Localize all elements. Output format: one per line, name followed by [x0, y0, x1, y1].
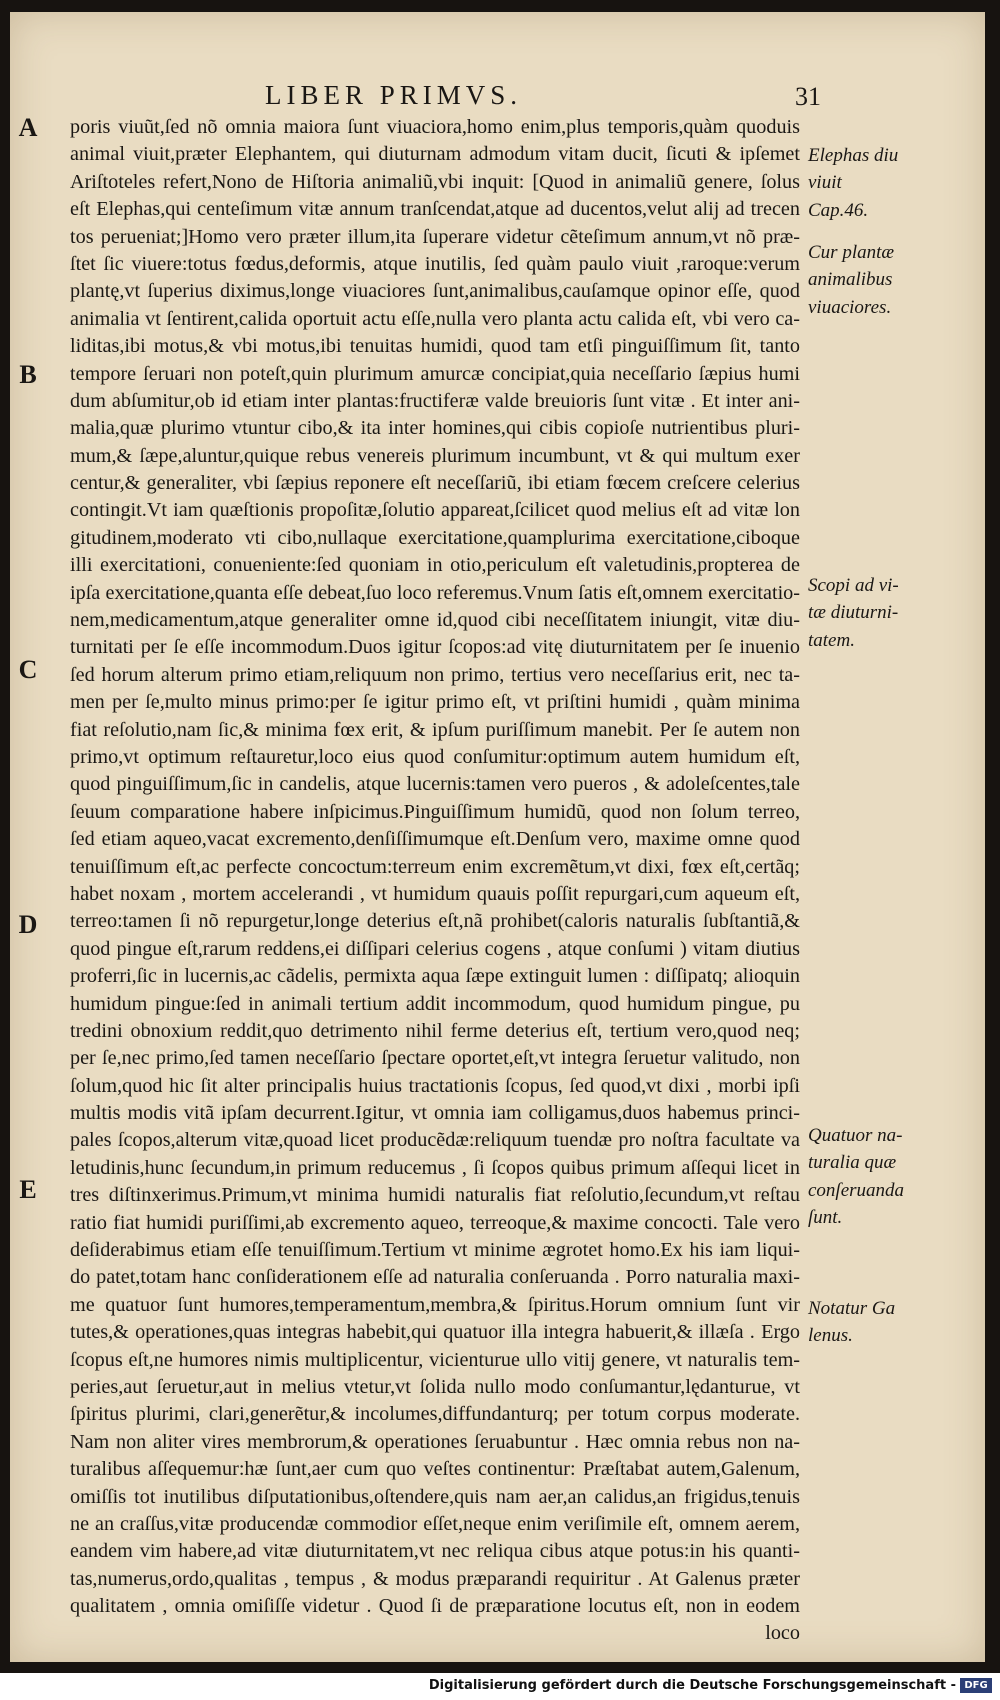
section-letter-a: A	[18, 113, 38, 142]
text-line: malia,quæ plurimo vtuntur cibo,& ita inter homines,qui cibis copioſe nutrientibus pluri-	[70, 417, 800, 440]
margin-note-galenus: Notatur Ga lenus.	[808, 1298, 896, 1347]
text-line: ſed etiam aqueo,vacat excremento,denſiſſimumque eſt.Denſum vero, maxime omne quod	[70, 828, 800, 851]
text-line: tres diſtinxerimus.Primum,vt minima humidi naturalis fiat reſolutio,ſecundum,vt reſtau	[70, 1184, 800, 1207]
text-line: turnitati per ſe eſſe incommodum.Duos igitur ſcopos:ad vitę diuturnitatem per ſe inuenio	[70, 636, 800, 659]
text-line: mum,& ſæpe,aluntur,quique rebus venereis plurimum incumbunt, vt & qui multum exer	[70, 444, 800, 467]
text-line: eandem vim habere,ad vitæ diuturnitatem,vt nec reliqua cibus atque potus:in his quanti-	[70, 1540, 800, 1563]
margin-note-scopi: Scopi ad vi- tæ diuturni- tatem.	[808, 575, 899, 651]
digitization-footer	[0, 1674, 1000, 1700]
text-line: ratio fiat humidi puriſſimi,ab excremento aqueo, terreoque,& maxime concocti. Tale vero	[70, 1211, 800, 1234]
text-line: ſed horum alterum primo etiam,reliquum non primo, tertius vero neceſſarius erit, nec ta-	[70, 663, 800, 686]
section-letter-b: B	[19, 360, 37, 389]
text-line: illi exercitationi, conueniente:ſed quoniam in otio,periculum eſt valetudinis,propterea de	[70, 554, 800, 577]
text-line: peries,aut ſeruetur,aut in melius vtetur,vt ſolida nullo modo conſumantur,lędanturue, vt	[70, 1375, 800, 1398]
text-line: liditas,ibi motus,& vbi motus,ibi tenuitas humidi, quod tam etſi pinguiſſimum ſit, tanto	[70, 335, 800, 358]
text-line: tenuiſſimum eſt,ac perfecte concoctum:terreum enim excremẽtum,vt dixi, fœx eſt,certãq;	[70, 855, 800, 878]
text-line: centur,& generaliter, vbi ſæpius reponere eſt neceſſariũ, ibi etiam fœcem creſcere celerius	[70, 472, 800, 495]
text-line: ſpiritus plurimi, clari,generẽtur,& incolumes,diffundanturq; per totum corpus moderate.	[70, 1403, 800, 1426]
text-line: ſolum,quod hic ſit alter principalis huius tractationis ſcopus, ſed quod,vt dixi , morbi ipſi	[70, 1074, 800, 1097]
text-line: letudinis,hunc ſecundum,in primum reducemus , ſi ſcopos quibus primum aſſequi licet in	[70, 1156, 800, 1179]
text-line: Ariſtoteles refert,Nono de Hiſtoria animaliũ,vbi inquit: [Quod in animaliũ genere, ſolus	[70, 170, 800, 193]
text-line: nem,medicamentum,atque generaliter omne id,quod cibi neceſſitatem iniungit, vitæ diu-	[70, 609, 800, 632]
text-line: fiat reſolutio,nam ſic,& minima fœx erit, & ipſum puriſſimum manebit. Per ſe autem non	[70, 718, 800, 741]
text-line: tutes,& operationes,quas integras habebit,qui quatuor illa integra habuerit,& illæſa . Ergo	[70, 1321, 800, 1344]
text-line: qualitatem , omnia omiſiſſe videtur . Quod ſi de præparatione locutus eſt, non in eodem	[70, 1595, 800, 1618]
dfg-logo: DFG	[960, 1678, 992, 1693]
section-letter-e: E	[19, 1175, 37, 1204]
text-line: omiſſis tot inutilibus diſputationibus,oſtendere,quis nam aer,an calidus,an frigidus,tenuis	[70, 1485, 800, 1508]
text-line: men per ſe,multo minus primo:per ſe igitur primo eſt, vt priſtini humidi , quàm minima	[70, 691, 800, 714]
text-line: deſiderabimus etiam eſſe tenuiſſimum.Tertium vt minime ægrotet homo.Ex his iam liqui-	[70, 1239, 800, 1262]
text-line: animalia vt ſentirent,calida oportuit actu eſſe,nulla vero planta actu calida eſt, vbi vero ca-	[70, 307, 800, 330]
margin-note-elephas: Elephas diu viuit Cap.46.	[808, 145, 899, 221]
text-line: pales ſcopos,alterum vitæ,quoad licet producẽdæ:reliquum tuendæ pro noſtra facultate va	[70, 1129, 800, 1152]
margin-note-plantae: Cur plantæ animalibus viuaciores.	[808, 242, 895, 318]
text-line: plantę,vt ſuperius diximus,longe viuaciores ſunt,animalibus,cauſamque opinor eſſe, quod	[70, 280, 800, 303]
text-line: ſtet ſic viuere:totus fœdus,deformis, atque inutilis, ſed quàm paulo viuit ,raroque:verum	[70, 252, 800, 275]
text-line: multis modis vitã ipſam decurrent.Igitur, vt omnia iam colligamus,duos habemus princi-	[70, 1102, 800, 1125]
text-line: tredini obnoxium reddit,quo detrimento nihil ferme deterius eſt, tertium vero,quod neq;	[70, 1019, 800, 1042]
text-line: humidum pingue:ſed in animali tertium addit incommodum, quod humidum pingue, pu	[70, 992, 800, 1015]
text-line: poris viuũt,ſed nõ omnia maiora ſunt viuaciora,homo enim,plus temporis,quàm quoduis	[70, 116, 800, 138]
text-line: tos perueniat;]Homo vero præter illum,ita ſuperare videtur cẽteſimum annum,vt nõ præ-	[70, 225, 800, 248]
section-letter-d: D	[18, 910, 38, 939]
catchword: loco	[765, 1622, 800, 1645]
book-page	[10, 12, 985, 1662]
text-line: dum abſumitur,ob id etiam inter plantas:fructiferæ valde breuioris ſunt vitæ . Et inter ani-	[70, 389, 800, 412]
margin-note-naturalia: Quatuor na- turalia quæ conſeruanda ſunt.	[808, 1125, 905, 1229]
section-letter-c: C	[18, 655, 38, 684]
text-line: ſcopus eſt,ne humores nimis multiplicentur, vicienturue ullo vitij genere, vt naturalis tem-	[70, 1348, 800, 1371]
text-line: ne an craſſus,vitæ producendæ commodior eſſet,neque enim veriſimile eſt, omnem aerem,	[70, 1512, 800, 1535]
text-line: do patet,totam hanc conſiderationem eſſe ad naturalia conſeruanda . Porro naturalia maxi-	[70, 1266, 800, 1289]
text-line: quod pinguiſſimum,ſic in candelis, atque lucernis:tamen vero pueros , & adoleſcentes,tale	[70, 773, 800, 796]
text-line: Nam non aliter vires membrorum,& operationes ſeruabuntur . Hæc omnia rebus non na-	[70, 1430, 800, 1453]
text-line: primo,vt optimum reſtauretur,loco eius quod conſumitur:optimum autem humidum eſt,	[70, 745, 800, 768]
page-number: 31	[795, 82, 821, 111]
text-line: per ſe,nec primo,ſed tamen neceſſario ſpectare oportet,eſt,vt integra ſeruetur valitudo, non	[70, 1047, 800, 1070]
text-line: proferri,ſic in lucernis,ac cãdelis, permixta aqua ſæpe extinguit lumen : diſſipatq; alioquin	[70, 965, 800, 988]
running-title: LIBER PRIMVS.	[265, 80, 523, 110]
text-line: eſt Elephas,qui centeſimum vitæ annum tranſcendat,atque ad ducentos,velut alij ad trecen	[70, 198, 800, 221]
text-line: me quatuor ſunt humores,temperamentum,membra,& ſpiritus.Horum omnium ſunt vir	[70, 1293, 800, 1316]
funding-credit: Digitalisierung gefördert durch die Deutsche Forschungsgemeinschaft -	[428, 1678, 956, 1693]
text-line: ipſa exercitatione,quanta eſſe debeat,ſuo loco referemus.Vnum ſatis eſt,omnem exercitatio-	[70, 581, 800, 604]
text-line: habet noxam , mortem accelerandi , vt humidum quauis poſſit repurgari,cum aqueum eſt,	[70, 882, 800, 905]
text-line: ſeuum comparatione habere inſpicimus.Pinguiſſimum humidũ, quod non ſolum terreo,	[70, 800, 800, 823]
text-line: tempore ſeruari non poteſt,quin plurimum amurcæ concipiat,quia neceſſario ſæpius humi	[70, 362, 800, 385]
text-line: quod pingue eſt,rarum reddens,ei diſſipari celerius cogens , atque conſumi ) vitam diutius	[70, 937, 800, 960]
text-line: terreo:tamen ſi nõ repurgetur,longe deterius eſt,nã prohibet(caloris naturalis ſubſtantiã,&	[70, 910, 800, 933]
text-line: gitudinem,moderato vti cibo,nullaque exercitatione,quamplurima exercitatione,ciboque	[70, 526, 800, 549]
text-line: tas,numerus,ordo,qualitas , tempus , & modus præparandi requiritur . At Galenus præter	[70, 1567, 800, 1590]
text-line: animal viuit,præter Elephantem, qui diuturnam admodum vitam ducit, ſicuti & ipſemet	[70, 143, 800, 166]
body-text	[70, 114, 800, 1648]
text-line: contingit.Vt iam quæſtionis propoſitæ,ſolutio appareat,ſcilicet quod melius eſt ad vitæ lon	[70, 499, 800, 522]
text-line: turalibus aſſequemur:hæ ſunt,aer cum quo veſtes continentur: Præſtabat autem,Galenum,	[70, 1458, 800, 1481]
